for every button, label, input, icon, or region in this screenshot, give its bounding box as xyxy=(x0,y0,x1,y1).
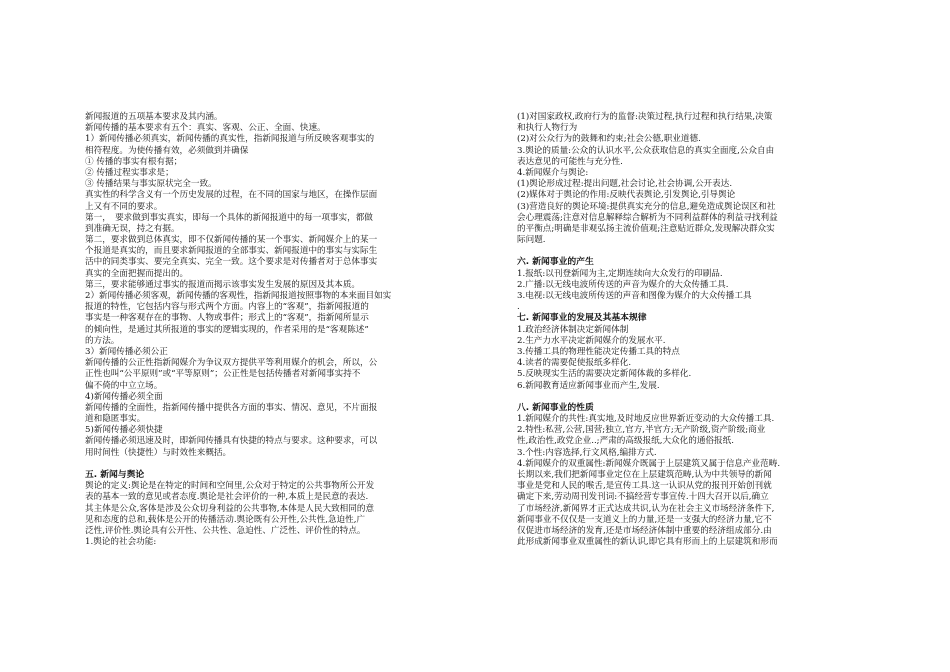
left-text-line: 5)新闻传播必须快捷 xyxy=(85,425,163,436)
left-text-line: 第一， 要求做到事实真实，即每一个具体的新闻报道中的每一项事实，都做 xyxy=(85,212,373,223)
right-text-line: 性,政治性,政党企业..;严肃的高级报纸,大众化的通俗报纸. xyxy=(517,436,734,447)
left-text-line: 舆论的定义:舆论是在特定的时间和空间里,公众对于特定的公共事物所公开发 xyxy=(85,481,375,492)
right-text-line: 2.广播:以无线电波所传送的声音为媒介的大众传播工具. xyxy=(517,279,729,290)
right-text-line: 2.生产力水平决定新闻媒介的发展水平. xyxy=(517,335,666,346)
right-text-line: 1.新闻媒介的共性:真实地,及时地反应世界新近变动的大众传播工具. xyxy=(517,414,775,425)
left-text-line: 新闻传播必须迅速及时，即新闻传播具有快捷的特点与要求。这种要求，可以 xyxy=(85,436,378,447)
left-text-line: 新闻传播的公正性指新闻媒介为争议双方提供平等利用媒介的机会，所以，公 xyxy=(85,358,378,369)
left-text-line: 的方法。 xyxy=(85,335,120,346)
left-text-line: ③ 传播结果与事实原状完全一致。 xyxy=(85,179,217,190)
left-text-line: 2）新闻传播必须客观，新闻传播的客观性，指新闻报道按照事物的本来面目如实 xyxy=(85,291,392,301)
right-text-line: 确定下来,劳动周刊发刊词:不搞经营专事宣传.十四大召开以后,确立 xyxy=(517,492,769,503)
right-text-line: (3)营造良好的舆论环境:提供真实充分的信息,避免造成舆论误区和社 xyxy=(517,201,776,212)
right-text-line: 的平衡点;明确是非观弘扬主流价值观;注意贴近群众,发现解决群众实 xyxy=(517,223,775,234)
left-section-heading: 五. 新闻与舆论 xyxy=(85,470,145,480)
left-text-line: 表的基本一致的意见或者态度.舆论是社会评价的一种,本质上是民意的表达. xyxy=(85,492,369,503)
left-text-line: 新闻报道的五项基本要求及其内涵。 xyxy=(85,112,223,122)
left-text-column xyxy=(85,112,461,548)
right-text-line: 3.传播工具的物理性能决定传播工具的特点 xyxy=(517,346,680,357)
left-text-line: 真实性的科学含义有一个历史发展的过程，在不同的国家与地区，在操作层面 xyxy=(85,190,378,201)
right-text-line: 了市场经济,新闻界才正式达成共识,认为在社会主义市场经济条件下, xyxy=(517,503,775,514)
right-text-line: (2)媒体对于舆论的作用:反映代表舆论,引发舆论,引导舆论 xyxy=(517,190,736,201)
right-text-line: 和执行人物行为 xyxy=(517,123,578,134)
left-text-line: 第二，要求做到总体真实，即不仅新闻传播的某一个事实、新闻媒介上的某一 xyxy=(85,235,378,246)
right-blank-line xyxy=(517,246,867,257)
right-section-heading: 八. 新闻事业的性质 xyxy=(517,402,594,413)
left-text-line: 3）新闻传播必须公正 xyxy=(85,346,168,357)
right-text-column xyxy=(517,112,867,548)
right-text-line: 仅促进市场经济的发育,还是市场经济体制中重要的经济组成部分.由 xyxy=(517,525,772,536)
left-text-line: 活中的同类事实、要完全真实、完全一致。这个要求是对传播者对于总体事实 xyxy=(85,257,378,268)
left-text-line: 到准确无误，持之有据。 xyxy=(85,223,180,234)
left-text-line: 4)新闻传播必须全面 xyxy=(85,391,163,402)
left-text-line: 用时间性（快捷性）与时效性来概括。 xyxy=(85,447,232,458)
right-text-line: 2.特性:私营,公营,国营;独立,官方,半官方;无产阶级,资产阶级;商业 xyxy=(517,425,766,436)
right-text-line: 4.新闻媒介与舆论: xyxy=(517,167,589,178)
left-text-line: 道和隐匿事实。 xyxy=(85,414,146,425)
right-text-line: 3.个性:内容选择,行文风格,编排方式. xyxy=(517,447,657,458)
right-text-line: 此形成新闻事业双重属性的新认识,即它具有形而上的上层建筑和形而 xyxy=(517,537,778,548)
right-text-line: 6.新闻教育适应新闻事业而产生,发展. xyxy=(517,380,660,391)
right-text-line: 1.政治经济体制决定新闻体制 xyxy=(517,324,629,335)
right-text-line: 1.报纸:以刊登新闻为主,定期连续向大众发行的印刷品. xyxy=(517,268,723,279)
left-text-line: 个报道是真实的，而且要求新闻报道的全部事实、新闻报道中的事实与实际生 xyxy=(85,246,378,257)
right-blank-line xyxy=(517,392,867,403)
right-text-line: 际问题. xyxy=(517,235,546,246)
right-text-line: 事业是党和人民的喉舌,是宣传工具.这一认识从党的报刊开始创刊就 xyxy=(517,481,772,492)
left-text-line: 偏不倚的中立立场。 xyxy=(85,380,163,391)
left-text-line: 事实是一种客观存在的事物、人物或事件；形式上的“客观”，指新闻所显示 xyxy=(85,313,369,324)
right-section-heading: 七. 新闻事业的发展及其基本规律 xyxy=(517,313,647,324)
right-text-line: 会心理震荡;注意对信息解释综合解析为不同利益群体的利益寻找利益 xyxy=(517,212,778,223)
left-text-line: 的倾向性，是通过其所报道的事实的逻辑实现的，作者采用的是“客观陈述” xyxy=(85,324,369,335)
right-text-line: 表达意见的可能性与充分性. xyxy=(517,156,623,167)
left-text-line: 新闻传播的全面性，指新闻传播中提供各方面的事实、情况、意见，不片面报 xyxy=(85,402,378,413)
left-text-line: 1）新闻传播必须真实，新闻传播的真实性，指新闻报道与所反映客观事实的 xyxy=(85,134,375,145)
right-text-line: 4.读者的需要促使报纸多样化. xyxy=(517,358,632,369)
left-text-line: 见和态度的总和,载体是公开的传播活动.舆论既有公开性,公共性,急迫性,广 xyxy=(85,514,366,525)
left-text-line: 报道的特性，它包括内容与形式两个方面。内容上的“客观”，指新闻报道的 xyxy=(85,302,369,313)
left-text-line: 上又有不同的要求。 xyxy=(85,201,163,212)
right-text-line: 长期以来,我们把新闻事业定位在上层建筑范畴,认为中共领导的新闻 xyxy=(517,470,772,480)
left-text-line: ② 传播过程实事求是； xyxy=(85,167,174,178)
right-text-line: (2)对公众行为的鼓舞和约束;社会公德,职业道德. xyxy=(517,134,701,145)
right-section-heading: 六. 新闻事业的产生 xyxy=(517,257,594,268)
left-text-line: 真实的全面把握而提出的。 xyxy=(85,268,189,279)
left-text-line: 1.舆论的社会功能: xyxy=(85,537,157,548)
left-text-line: 第三，要求能够通过事实的报道而揭示该事实发生发展的原因及其本质。 xyxy=(85,279,361,290)
left-text-line: 相符程度。为使传播有效，必须做到并确保 xyxy=(85,145,249,156)
left-text-line: ① 传播的事实有根有据； xyxy=(85,156,183,167)
right-text-line: (1)对国家政权,政府行为的监督:决策过程,执行过程和执行结果,决策 xyxy=(517,112,773,122)
left-text-line: 新闻传播的基本要求有五个：真实、客观、公正、全面、快速。 xyxy=(85,123,326,134)
left-blank-line xyxy=(85,459,461,470)
left-text-line: 泛性,评价性.舆论具有公开性、公共性、急迫性、广泛性、评价性的特点。 xyxy=(85,525,366,536)
right-text-line: 新闻事业不仅仅是一支道义上的力量,还是一支强大的经济力量,它不 xyxy=(517,514,772,525)
right-text-line: 3.电视:以无线电波所传送的声音和图像为媒介的大众传播工具 xyxy=(517,291,752,301)
right-text-line: . xyxy=(517,302,520,313)
right-text-line: 5.反映现实生活的需要决定新闻体裁的多样化. xyxy=(517,369,692,380)
left-text-line: 正性也叫“公平原则”或“平等原则”；公正性是包括传播者对新闻事实持不 xyxy=(85,369,361,380)
left-text-line: 其主体是公众,客体是涉及公众切身利益的公共事物,本体是人民大致相同的意 xyxy=(85,503,375,514)
right-text-line: (1)舆论形成过程:提出问题,社会讨论,社会协调,公开表达. xyxy=(517,179,733,190)
right-text-line: 4.新闻媒介的双重属性:新闻媒介既属于上层建筑又属于信息产业范畴. xyxy=(517,458,781,469)
right-text-line: 3.舆论的质量:公众的认识水平,公众获取信息的真实全面度,公众自由 xyxy=(517,145,775,156)
